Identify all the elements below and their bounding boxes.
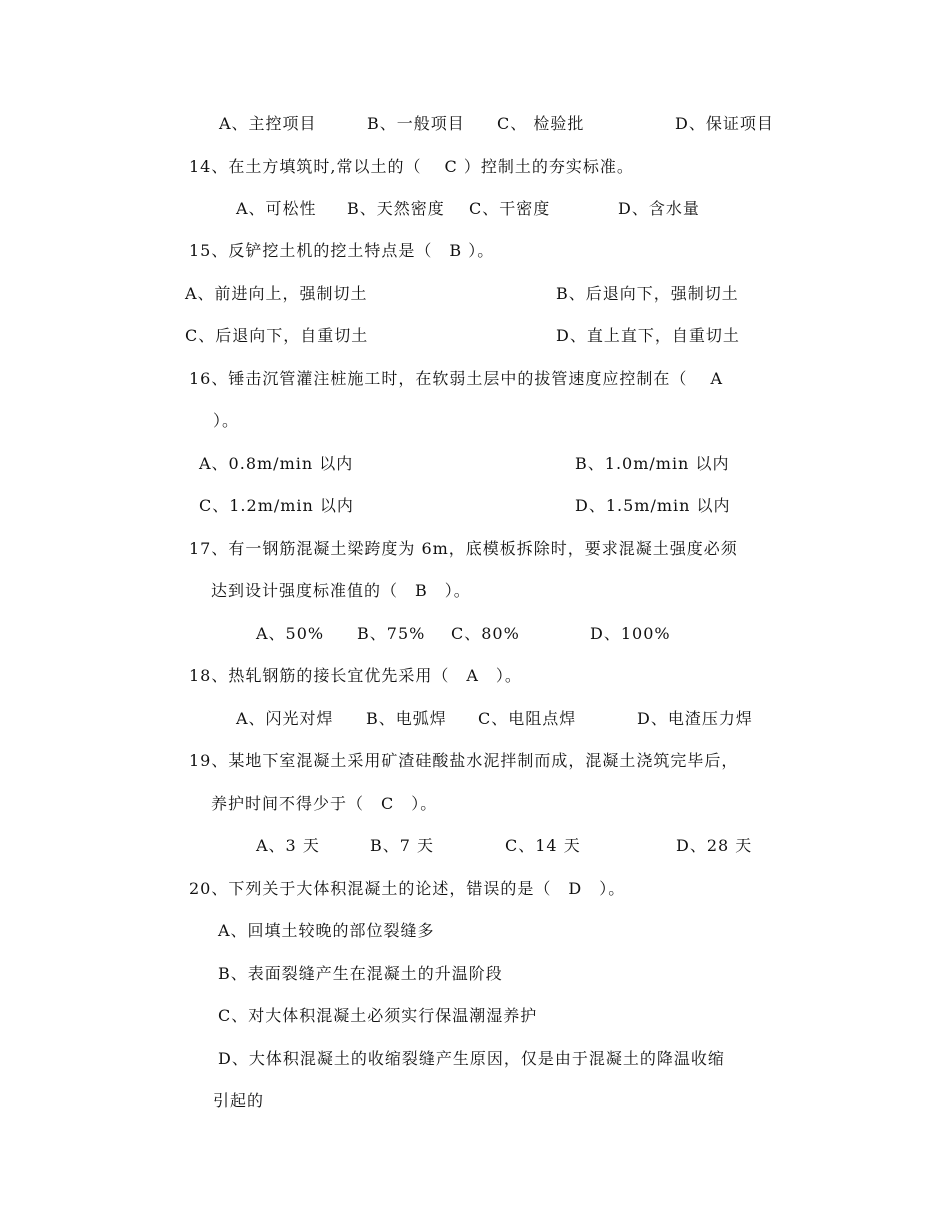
q15-option-b: B、后退向下，强制切土 <box>556 284 739 303</box>
q17-option-b: B、75% <box>357 624 426 643</box>
q13-option-b: B、一般项目 <box>367 114 465 133</box>
q13-option-c: C、 检验批 <box>497 114 585 133</box>
q17-option-a: A、50% <box>256 624 325 643</box>
q18-option-c: C、电阻点焊 <box>478 709 577 728</box>
q15-option-a: A、前进向上，强制切土 <box>185 284 368 303</box>
q16-stem-line1: 16、锤击沉管灌注桩施工时，在软弱土层中的拔管速度应控制在（ A <box>189 369 724 388</box>
q15-stem: 15、反铲挖土机的挖土特点是（ B ）。 <box>189 241 495 260</box>
q16-option-a: A、0.8m/min 以内 <box>199 454 354 473</box>
q17-option-d: D、100% <box>590 624 671 643</box>
q14-option-c: C、干密度 <box>469 199 551 218</box>
q15-option-c: C、后退向下，自重切土 <box>185 326 369 345</box>
q19-stem-line2: 养护时间不得少于（ C ）。 <box>211 794 438 813</box>
q14-option-b: B、天然密度 <box>347 199 445 218</box>
q17-stem-line1: 17、有一钢筋混凝土梁跨度为 6m，底模板拆除时，要求混凝土强度必须 <box>189 539 738 558</box>
q14-stem: 14、在土方填筑时,常以土的（ C ）控制土的夯实标准。 <box>189 157 634 176</box>
q16-option-b: B、1.0m/min 以内 <box>575 454 730 473</box>
q14-option-a: A、可松性 <box>236 199 317 218</box>
q19-stem-line1: 19、某地下室混凝土采用矿渣硅酸盐水泥拌制而成，混凝土浇筑完毕后， <box>189 751 739 770</box>
q13-option-a: A、主控项目 <box>219 114 317 133</box>
q19-option-b: B、7 天 <box>370 836 435 855</box>
q20-option-d-line2: 引起的 <box>213 1091 265 1110</box>
q15-option-d: D、直上直下，自重切土 <box>556 326 740 345</box>
q20-option-b: B、表面裂缝产生在混凝土的升温阶段 <box>218 964 503 983</box>
q18-option-b: B、电弧焊 <box>366 709 447 728</box>
q20-option-c: C、对大体积混凝土必须实行保温潮湿养护 <box>218 1006 538 1025</box>
q17-option-c: C、80% <box>451 624 520 643</box>
q18-stem: 18、热轧钢筋的接长宜优先采用（ A ）。 <box>189 666 522 685</box>
q16-option-c: C、1.2m/min 以内 <box>199 496 354 515</box>
q14-option-d: D、含水量 <box>618 199 700 218</box>
q18-option-a: A、闪光对焊 <box>236 709 334 728</box>
q17-stem-line2: 达到设计强度标准值的（ B ）。 <box>211 581 471 600</box>
q20-option-d-line1: D、大体积混凝土的收缩裂缝产生原因，仅是由于混凝土的降温收缩 <box>218 1049 725 1068</box>
q13-option-d: D、保证项目 <box>675 114 774 133</box>
q16-option-d: D、1.5m/min 以内 <box>575 496 731 515</box>
q16-stem-line2: ）。 <box>213 411 240 430</box>
q18-option-d: D、电渣压力焊 <box>637 709 753 728</box>
q19-option-c: C、14 天 <box>505 836 581 855</box>
q19-option-a: A、3 天 <box>256 836 320 855</box>
q20-option-a: A、回填土较晚的部位裂缝多 <box>218 921 435 940</box>
q19-option-d: D、28 天 <box>676 836 753 855</box>
q20-stem: 20、下列关于大体积混凝土的论述，错误的是（ D ）。 <box>189 879 626 898</box>
